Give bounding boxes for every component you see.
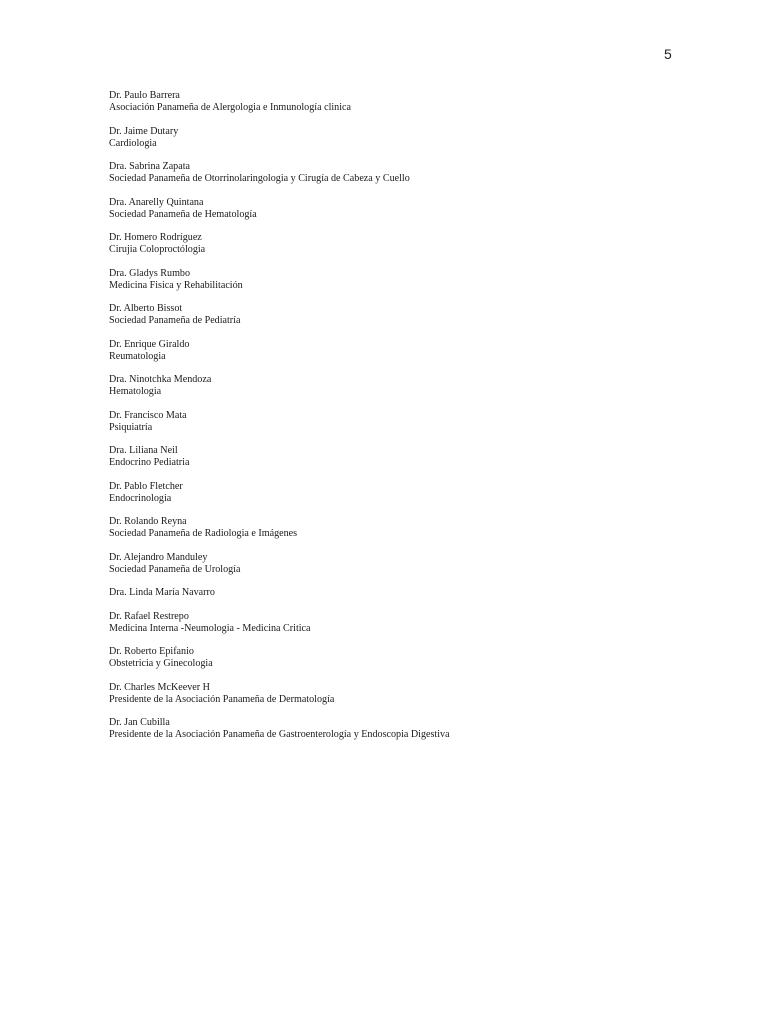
doctor-name: Dr. Paulo Barrera bbox=[109, 90, 180, 101]
doctor-affiliation: Sociedad Panameña de Hematología bbox=[109, 208, 257, 220]
doctor-name: Dra. Gladys Rumbo bbox=[109, 267, 191, 279]
contributor-list bbox=[109, 90, 749, 753]
list-item bbox=[109, 717, 749, 741]
list-item bbox=[109, 161, 749, 185]
list-item bbox=[109, 682, 749, 706]
doctor-affiliation: Sociedad Panameña de Otorrinolaringologia y Cirugía de Cabeza y Cuello bbox=[109, 173, 410, 184]
doctor-name: Dr. Alejandro Manduley bbox=[109, 551, 208, 563]
doctor-name: Dr. Jan Cubilla bbox=[109, 717, 170, 728]
doctor-name: Dr. Roberto Epifanio bbox=[109, 646, 194, 657]
doctor-affiliation: Endocrinologia bbox=[109, 492, 172, 504]
doctor-affiliation: Sociedad Panameña de Urología bbox=[109, 563, 241, 575]
list-item bbox=[109, 552, 749, 576]
doctor-affiliation: Cirujia Coloproctólogia bbox=[109, 244, 206, 255]
page-number: 5 bbox=[664, 46, 672, 62]
list-item bbox=[109, 232, 749, 256]
list-item bbox=[109, 410, 749, 434]
doctor-affiliation: Presidente de la Asociación Panameña de Dermatología bbox=[109, 693, 335, 705]
list-item bbox=[109, 126, 749, 150]
list-item bbox=[109, 445, 749, 469]
doctor-affiliation: Medicina Interna -Neumologia - Medicina Critica bbox=[109, 622, 311, 634]
list-item bbox=[109, 374, 749, 398]
doctor-name: Dra. Linda María Navarro bbox=[109, 587, 215, 598]
doctor-name: Dr. Pablo Fletcher bbox=[109, 480, 183, 492]
list-item bbox=[109, 303, 749, 327]
doctor-name: Dra. Anarelly Quintana bbox=[109, 196, 204, 208]
list-item bbox=[109, 587, 749, 599]
doctor-affiliation: Psiquiatría bbox=[109, 421, 153, 433]
list-item bbox=[109, 90, 749, 114]
doctor-name: Dr. Rafael Restrepo bbox=[109, 610, 189, 622]
list-item bbox=[109, 197, 749, 221]
doctor-name: Dr. Alberto Bissot bbox=[109, 303, 183, 314]
doctor-affiliation: Reumatologia bbox=[109, 350, 166, 362]
list-item bbox=[109, 481, 749, 505]
list-item bbox=[109, 339, 749, 363]
doctor-name: Dra. Ninotchka Mendoza bbox=[109, 374, 212, 385]
doctor-affiliation: Presidente de la Asociación Panameña de Gastroenterología y Endoscopia Digestiva bbox=[109, 729, 450, 740]
list-item bbox=[109, 516, 749, 540]
doctor-name: Dra. Sabrina Zapata bbox=[109, 161, 190, 172]
doctor-name: Dr. Homero Rodríguez bbox=[109, 232, 202, 243]
doctor-affiliation: Endocrino Pediatria bbox=[109, 457, 190, 468]
list-item bbox=[109, 268, 749, 292]
doctor-affiliation: Obstetricia y Ginecologia bbox=[109, 658, 213, 669]
doctor-name: Dr. Charles McKeever H bbox=[109, 681, 210, 693]
list-item bbox=[109, 611, 749, 635]
doctor-name: Dr. Jaime Dutary bbox=[109, 125, 179, 137]
doctor-name: Dr. Rolando Reyna bbox=[109, 516, 187, 527]
doctor-name: Dr. Enrique Giraldo bbox=[109, 338, 190, 350]
doctor-affiliation: Asociación Panameña de Alergologia e Inmunología clinica bbox=[109, 102, 351, 113]
doctor-affiliation: Hematologia bbox=[109, 386, 162, 397]
list-item bbox=[109, 646, 749, 670]
doctor-name: Dra. Liliana Neil bbox=[109, 445, 178, 456]
doctor-affiliation: Medicina Fisica y Rehabilitación bbox=[109, 279, 243, 291]
doctor-affiliation: Sociedad Panameña de Pediatría bbox=[109, 315, 241, 326]
doctor-affiliation: Cardiologia bbox=[109, 137, 157, 149]
doctor-affiliation: Sociedad Panameña de Radiologia e Imágenes bbox=[109, 528, 298, 539]
doctor-name: Dr. Francisco Mata bbox=[109, 409, 187, 421]
